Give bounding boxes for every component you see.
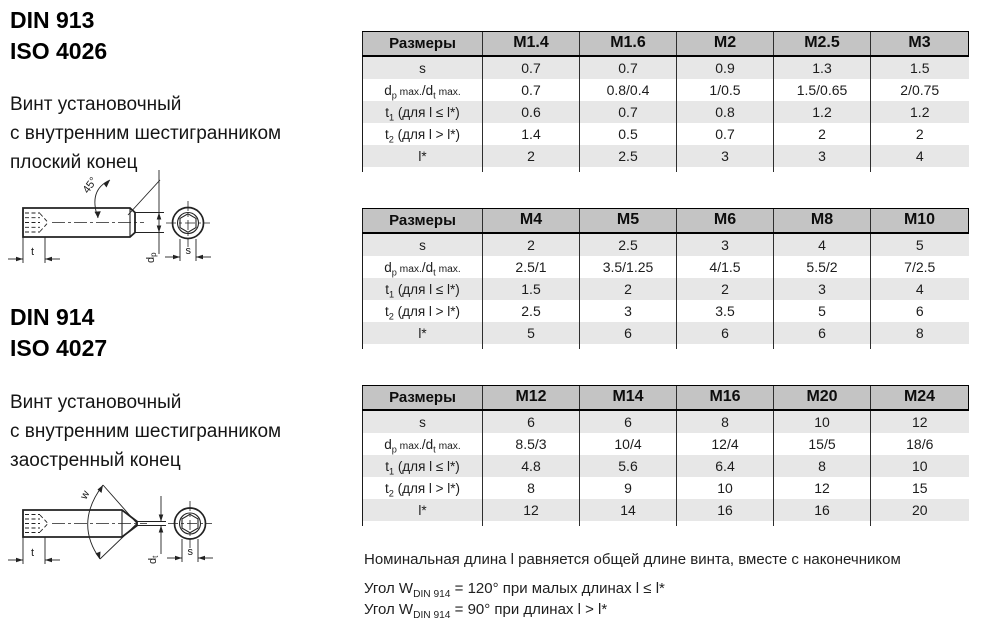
table-row — [363, 455, 969, 477]
table-size-header: M6 — [677, 209, 774, 234]
table-bottom-line-extension — [363, 167, 969, 172]
table-row — [363, 101, 969, 123]
table-header-row — [363, 386, 969, 411]
table-row — [363, 278, 969, 300]
table-value: 1.4 — [483, 123, 580, 145]
row-label: s — [363, 56, 483, 79]
table-value: 0.7 — [580, 101, 677, 123]
table-value: 8 — [871, 322, 969, 344]
table-value: 4 — [774, 233, 871, 256]
row-label: $t_2$ (для l > l*) — [384, 126, 461, 145]
row-label: $t_2$ (для l > l*) — [384, 303, 461, 322]
dimension-table — [362, 31, 969, 172]
table-size-header: M2.5 — [774, 32, 871, 57]
description-line: плоский конец — [10, 152, 138, 173]
table-value: 2.5 — [580, 233, 677, 256]
table-value: 8 — [774, 455, 871, 477]
table-value: 1.2 — [774, 101, 871, 123]
table-size-header: M5 — [580, 209, 677, 234]
table-row — [363, 56, 969, 79]
standard-code-din914: DIN 914 — [10, 304, 95, 330]
table-value: 1/0.5 — [677, 79, 774, 101]
table-size-header: M2 — [677, 32, 774, 57]
table-value: 8.5/3 — [483, 433, 580, 455]
table-value: 3 — [774, 278, 871, 300]
row-label: $t_2$ (для l > l*) — [384, 480, 461, 499]
row-label: $d_p$ $\max./d_t$ max. — [384, 82, 461, 101]
table-value: 4 — [871, 278, 969, 300]
table-value: 2.5 — [483, 300, 580, 322]
table-value: 3 — [677, 233, 774, 256]
din914-heading — [10, 302, 107, 364]
table-value: 16 — [677, 499, 774, 521]
table-size-header: M20 — [774, 386, 871, 411]
table-size-header: M10 — [871, 209, 969, 234]
table-size-header: M1.4 — [483, 32, 580, 57]
table-size-header: M4 — [483, 209, 580, 234]
table-value: 0.7 — [483, 79, 580, 101]
socket-depth-t-label: t — [31, 547, 35, 559]
table-value: 16 — [774, 499, 871, 521]
table-value: 1.5 — [483, 278, 580, 300]
table-size-header: M8 — [774, 209, 871, 234]
table-value: 2.5/1 — [483, 256, 580, 278]
table-value: 12/4 — [677, 433, 774, 455]
hex-width-s-label: s — [187, 546, 193, 558]
table-value: 3 — [677, 145, 774, 167]
table-bottom-line-extension — [363, 344, 969, 349]
table-value: 3 — [580, 300, 677, 322]
table-value: 14 — [580, 499, 677, 521]
table-row — [363, 233, 969, 256]
table-row — [363, 477, 969, 499]
table-value: 0.6 — [483, 101, 580, 123]
table-size-header: M16 — [677, 386, 774, 411]
row-label: l* — [363, 145, 483, 167]
standard-code-din913: DIN 913 — [10, 7, 95, 33]
row-label: l* — [363, 322, 483, 344]
table-value: 6 — [677, 322, 774, 344]
din913-flat-point-drawing — [2, 166, 252, 294]
table-row — [363, 79, 969, 101]
table-value: 12 — [774, 477, 871, 499]
table-value: 2 — [580, 278, 677, 300]
table-value: 6 — [580, 410, 677, 433]
note-angle-120: Угол $W_{DIN 914} = 120^\circ$ при малых длинах l ≤ l* — [364, 580, 665, 600]
table-value: 6 — [580, 322, 677, 344]
table-value: 15/5 — [774, 433, 871, 455]
table-row — [363, 145, 969, 167]
description-line: Винт установочный — [10, 392, 182, 413]
table-value: 2 — [774, 123, 871, 145]
table-value: 7/2.5 — [871, 256, 969, 278]
table-value: 4 — [871, 145, 969, 167]
table-value: 3.5 — [677, 300, 774, 322]
dimension-table — [362, 385, 969, 526]
note-nominal-length: Номинальная длина l равняется общей длине винта, вместе с наконечником — [364, 551, 901, 568]
table-value: 5.6 — [580, 455, 677, 477]
table-value: 0.8 — [677, 101, 774, 123]
table-value: 12 — [871, 410, 969, 433]
table-value: 0.7 — [677, 123, 774, 145]
socket-depth-t-label: t — [31, 246, 35, 258]
table-size-header: M14 — [580, 386, 677, 411]
din914-cone-point-drawing — [2, 466, 252, 601]
table-value: 5 — [483, 322, 580, 344]
table-value: 15 — [871, 477, 969, 499]
table-value: 2 — [483, 233, 580, 256]
cone-angle-w-label: w — [78, 488, 93, 502]
table-value: 6.4 — [677, 455, 774, 477]
table-value: 2 — [871, 123, 969, 145]
table-value: 18/6 — [871, 433, 969, 455]
table-value: 12 — [483, 499, 580, 521]
table-size-header: M12 — [483, 386, 580, 411]
table-value: 10 — [871, 455, 969, 477]
row-label: $t_1$ (для l ≤ l*) — [363, 101, 483, 123]
table-value: 2 — [483, 145, 580, 167]
description-line: заостренный конец — [10, 450, 181, 471]
table-size-header: M3 — [871, 32, 969, 57]
table-value: 10 — [677, 477, 774, 499]
table-value: 0.8/0.4 — [580, 79, 677, 101]
standard-code-iso4027: ISO 4027 — [10, 335, 108, 361]
table-value: 4.8 — [483, 455, 580, 477]
table-corner-header: Размеры — [363, 209, 483, 234]
description-line: Винт установочный — [10, 94, 182, 115]
table-value: 5 — [871, 233, 969, 256]
table-row — [363, 123, 969, 145]
hex-width-s-label: s — [185, 245, 191, 257]
standard-code-iso4026: ISO 4026 — [10, 38, 108, 64]
table-bottom-line-extension — [363, 521, 969, 526]
table-value: 10/4 — [580, 433, 677, 455]
table-size-header: M1.6 — [580, 32, 677, 57]
table-row — [363, 322, 969, 344]
table-value: 3.5/1.25 — [580, 256, 677, 278]
table-size-header: M24 — [871, 386, 969, 411]
table-value: 2/0.75 — [871, 79, 969, 101]
table-value: 10 — [774, 410, 871, 433]
row-label: $t_1$ (для l ≤ l*) — [363, 278, 483, 300]
table-corner-header: Размеры — [363, 386, 483, 411]
din913-description — [10, 90, 281, 177]
table-value: 1.3 — [774, 56, 871, 79]
table-value: 1.5 — [871, 56, 969, 79]
table-row — [363, 256, 969, 278]
table-value: 0.5 — [580, 123, 677, 145]
table-value: 9 — [580, 477, 677, 499]
description-line: с внутренним шестигранником — [10, 421, 282, 442]
table-value: 6 — [871, 300, 969, 322]
table-value: 8 — [483, 477, 580, 499]
din914-description — [10, 388, 281, 475]
dimension-arrowheads — [16, 180, 203, 261]
table-row — [363, 499, 969, 521]
note-angle-90: Угол $W_{DIN 914} = 90^\circ$ при длинах l > l* — [364, 601, 608, 621]
row-label: l* — [363, 499, 483, 521]
row-label: s — [363, 233, 483, 256]
table-value: 0.7 — [483, 56, 580, 79]
table-value: 0.7 — [580, 56, 677, 79]
table-header-row — [363, 209, 969, 234]
dimension-table — [362, 208, 969, 349]
row-label: $d_p$ $\max./d_t$ max. — [384, 259, 461, 278]
row-label: $d_p$ $\max./d_t$ max. — [384, 436, 461, 455]
flat-diameter-dp-label: dp — [145, 252, 158, 263]
tip-diameter-dt-label: dt — [147, 555, 160, 564]
table-value: 6 — [774, 322, 871, 344]
table-value: 6 — [483, 410, 580, 433]
table-value: 1.5/0.65 — [774, 79, 871, 101]
footnotes — [364, 549, 980, 620]
table-value: 5 — [774, 300, 871, 322]
description-line: с внутренним шестигранником — [10, 123, 282, 144]
dimension-tables — [362, 31, 968, 562]
table-corner-header: Размеры — [363, 32, 483, 57]
table-header-row — [363, 32, 969, 57]
table-value: 20 — [871, 499, 969, 521]
table-value: 4/1.5 — [677, 256, 774, 278]
table-value: 1.2 — [871, 101, 969, 123]
row-label: s — [363, 410, 483, 433]
table-value: 8 — [677, 410, 774, 433]
row-label: $t_1$ (для l ≤ l*) — [363, 455, 483, 477]
table-value: 5.5/2 — [774, 256, 871, 278]
table-value: 2 — [677, 278, 774, 300]
table-row — [363, 300, 969, 322]
table-row — [363, 410, 969, 433]
table-row — [363, 433, 969, 455]
din913-heading — [10, 5, 107, 67]
chamfer-angle-label: 45° — [80, 175, 101, 196]
table-value: 0.9 — [677, 56, 774, 79]
table-value: 3 — [774, 145, 871, 167]
table-value: 2.5 — [580, 145, 677, 167]
